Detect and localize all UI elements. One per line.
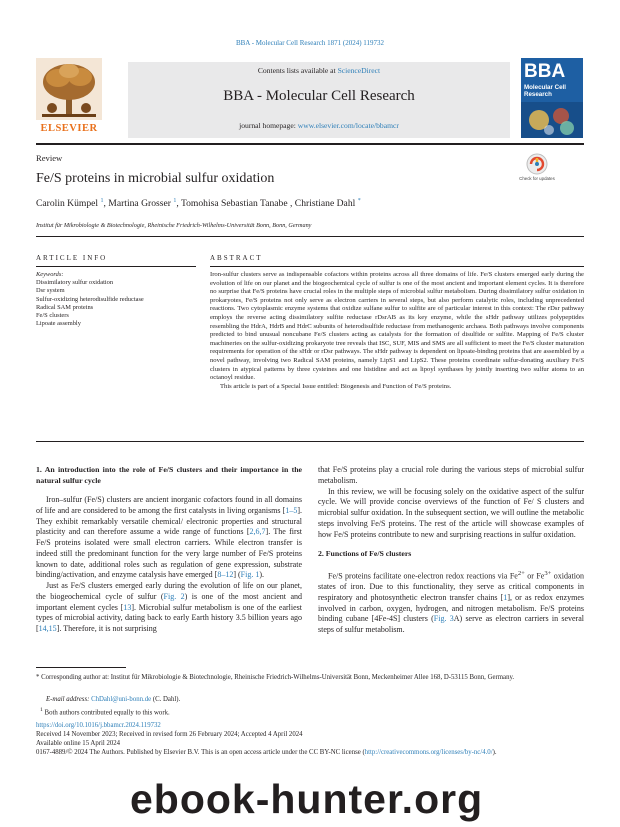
abstract-text — [210, 271, 584, 391]
journal-cover[interactable] — [521, 58, 583, 138]
abstract-bottom-divider — [36, 441, 584, 442]
publication-info — [36, 722, 584, 758]
author-name[interactable]: Tomohisa Sebastian Tanabe — [180, 198, 288, 210]
abstract-divider — [210, 266, 584, 267]
reference-link[interactable]: 2,6,7 — [249, 527, 266, 537]
article-type: Review — [36, 153, 63, 163]
received-dates: Received 14 November 2023; Received in revised form 26 February 2024; Accepted 4 April 2024 — [36, 730, 303, 738]
cover-subtitle: Molecular Cell Research — [524, 84, 566, 98]
abstract-body: Iron-sulfur clusters serve as indispensable cofactors within proteins across all three domains of life. Fe/S clusters emerged early during the evolution of life on our planet and the biogeochemical cycle of sulfur is one of the most ancient and important element cycles. It is therefore no surprise that Fe/S proteins have crucial roles in the multiple steps of microbial sulfur metabolism. During dissimilatory sulfur oxidation in prokaryotes, Fe/S proteins not only serve as electron carriers in several steps, but also perform catalytic roles, including unprecedented reactions. Two cytoplasmic enzyme systems that oxidize sulfane sulfur to sulfite are of particular interest in this context: The rDsr pathway employs the reverse acting dissimilatory sulfite reductase rDsrAB as its key enzyme, while the sHdr pathway utilizes polypeptides resembling the HdrA, HdrB and HdrC subunits of heterodisulfide reductase from methanogenic archaea. Both pathways involve components predicted to bind unusual noncubane Fe/S clusters acting as catalysts for the formation of disulfide or sulfite. Mapping of Fe/S cluster machineries on the sulfur-oxidizing prokaryote tree reveals that ISC, SUF, MIS and SMS are all sufficient to meet the Fe/S cluster maturation requirements for operation of the sHdr or rDsr pathways. The sHdr pathway is dependent on lipoate-binding proteins that are assembled by a novel pathway, involving two Radical SAM proteins, namely LipS1 and LipS2. These proteins coordinate sulfur-donating auxiliary Fe/S clusters in atypical patterns by three cysteines and one histidine and act as lipoyl synthases by jointly inserting two sulfur atoms to an octanoyl residue. — [210, 271, 584, 382]
author-mark[interactable]: 1 — [173, 198, 177, 204]
author-mark[interactable]: * — [357, 198, 361, 204]
keyword: Radical SAM proteins — [36, 303, 94, 311]
section-1-heading: 1. An introduction into the role of Fe/S clusters and their importance in the natural sulfur cycle — [36, 465, 302, 485]
footnote-divider — [36, 667, 126, 668]
reference-link[interactable]: 14,15 — [38, 624, 57, 633]
reference-link[interactable]: 13 — [123, 602, 132, 612]
figure-link[interactable]: Fig. 1 — [240, 570, 260, 580]
keywords-label: Keywords: — [36, 271, 64, 278]
body-column-left — [36, 465, 302, 635]
license-text: 0167-4889/© 2024 The Authors. Published by Elsevier B.V. This is an open access article under the CC BY-NC license (http://creativecommons.org/licenses/by-nc/4.0/). — [36, 748, 497, 756]
author-list: Carolin Kümpel $^1$, Martina Grosser $^1$, Tomohisa Sebastian Tanabe , Christiane Dahl * — [36, 198, 361, 210]
online-date: Available online 15 April 2024 — [36, 739, 121, 747]
journal-homepage-link[interactable]: www.elsevier.com/locate/bbamcr — [297, 121, 399, 130]
journal-citation[interactable]: BBA - Molecular Cell Research 1871 (2024) 119732 — [235, 39, 385, 47]
watermark-text: ebook-hunter.org — [130, 776, 484, 822]
license-link[interactable]: http://creativecommons.org/licenses/by-nc/4.0/ — [364, 748, 493, 756]
journal-name: BBA - Molecular Cell Research — [223, 88, 415, 104]
reference-link[interactable]: 1–5 — [285, 505, 298, 515]
article-info-heading: ARTICLE INFO — [36, 254, 108, 262]
contents-prefix: Contents lists available at — [257, 66, 338, 75]
keyword-list — [36, 279, 206, 329]
cover-title: BBA — [524, 61, 566, 82]
article-info-divider — [36, 266, 196, 267]
doi-link[interactable]: https://doi.org/10.1016/j.bbamcr.2024.119732 — [36, 722, 161, 729]
contents-line — [128, 66, 510, 75]
paragraph: Just as Fe/S clusters emerged early during the evolution of life on our planet, the biogeochemical cycle of sulfur (Fig. 2) is one of the most ancient and important element cycles [13]. Microbial sulfur metabolism is one of the earliest types of microbial activity, dating back to early Earth history 3.5 billion years ago [14,15]. Therefore, it is not surprising — [36, 581, 303, 633]
keyword: Fe/S clusters — [36, 312, 69, 320]
equal-contribution-note: $^1$ Both authors contributed equally to this work. — [40, 707, 170, 717]
keyword: Lipoate assembly — [36, 320, 81, 328]
paragraph: Iron–sulfur (Fe/S) clusters are ancient inorganic cofactors found in all domains of life and are considered to be among the first catalysts in living organisms [1–5]. They exhibit remarkably versatile chemical/ electronic properties and structural plasticity and can therefore assume a wide range of functions [2,6,7]. The first Fe/S proteins isolated were small electron carriers. While electron transfer is indeed still the predominant function for the very large number of Fe/S proteins known to date, additional roles such as regulation of gene expression, substrate binding/activation, and enzyme catalysis have emerged [8–12] (Fig. 1). — [36, 495, 303, 580]
figure-link[interactable]: Fig. 2 — [163, 591, 185, 601]
homepage-line — [128, 121, 510, 130]
homepage-prefix: journal homepage: — [239, 121, 298, 130]
author-name[interactable]: Christiane Dahl — [294, 198, 356, 210]
sciencedirect-link[interactable]: ScienceDirect — [337, 66, 381, 75]
section-2-heading: 2. Functions of Fe/S clusters — [318, 549, 412, 559]
elsevier-wordmark: ELSEVIER — [40, 123, 98, 134]
header-divider — [36, 143, 584, 145]
reference-link[interactable]: 8–12 — [217, 570, 234, 580]
corresponding-author-note: * Corresponding author at: Institut für Mikrobiologie & Biotechnologie, Rheinische Friedrich-Wilhelms-Universität Bonn, Meckenheimer Allee 168, D-53115 Bonn, Germany. — [36, 674, 515, 681]
email-link[interactable]: ChDahl@uni-bonn.de — [91, 696, 152, 703]
keyword: Dissimilatory sulfur oxidation — [36, 279, 114, 286]
author-name[interactable]: Martina Grosser — [108, 198, 171, 210]
article-title: Fe/S proteins in microbial sulfur oxidation — [36, 171, 275, 186]
paragraph: In this review, we will be focusing solely on the oxidative aspect of the sulfur cycle. We will provide concise overviews of the function of Fe/ S clusters and microbial sulfur oxidation. In the subsequent section, we will outline the metabolic steps involving Fe/S proteins. The rest of the article will showcase examples of how Fe/S proteins contribute to new and surprising reactions in sulfur oxidation. — [318, 486, 584, 539]
figure-link[interactable]: Fig. 3 — [433, 614, 454, 624]
email-note: E-mail address: ChDahl@uni-bonn.de (C. Dahl). — [46, 696, 181, 703]
author-name[interactable]: Carolin Kümpel — [36, 198, 99, 210]
abstract-heading: ABSTRACT — [210, 254, 263, 262]
affiliation-divider — [36, 236, 584, 237]
reference-link[interactable]: 1 — [503, 592, 508, 602]
body-column-right — [318, 465, 584, 636]
keyword: Dsr system — [36, 287, 65, 295]
paragraph: that Fe/S proteins play a crucial role during the various steps of microbial sulfur metabolism. — [318, 465, 584, 485]
keyword: Sulfur-oxidizing heterodisulfide reductase — [36, 295, 144, 303]
affiliation: Institut für Mikrobiologie & Biotechnologie, Rheinische Friedrich-Wilhelms-Universität Bonn, Bonn, Germany — [36, 222, 312, 229]
check-for-updates-label[interactable]: Check for updates — [519, 176, 555, 181]
paragraph: Fe/S proteins facilitate one-electron redox reactions via $Fe^{2+}$ or $Fe^{3+}$ oxidation states of iron. Due to this functionality, they serve as critical components in respiratory and photosynthetic electron transfer chains [1], or as redox enzymes involved in carbon, oxygen, hydrogen, and nitrogen metabolism. Fe/S proteins binding cubane [4Fe-4S] clusters (Fig. 3A) serve as electron carriers in several steps of sulfur metabolism. — [318, 569, 585, 635]
author-mark[interactable]: 1 — [100, 198, 104, 204]
cover-artwork — [521, 102, 583, 138]
special-issue-note: This article is part of a Special Issue entitled: Biogenesis and Function of Fe/S proteins. — [220, 382, 452, 390]
